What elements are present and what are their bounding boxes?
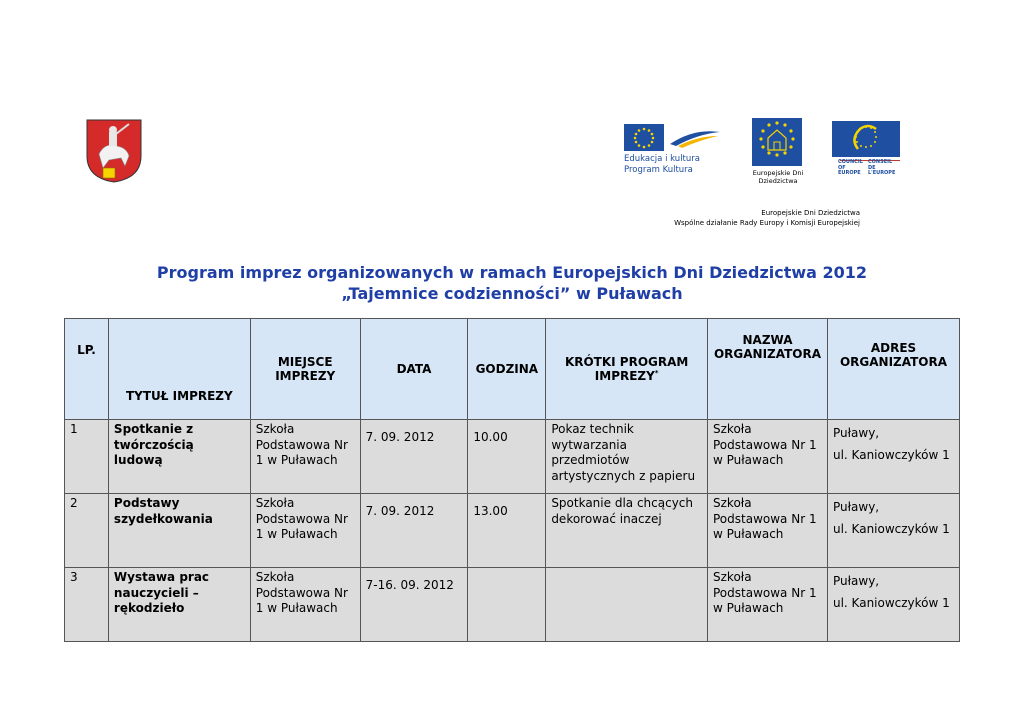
edd-text-line1: Europejskie Dni bbox=[752, 169, 804, 177]
crest-logo bbox=[85, 118, 143, 184]
cell-lp: 1 bbox=[65, 420, 109, 494]
header-lp: LP. bbox=[65, 319, 109, 420]
cell-line: w Puławach bbox=[713, 601, 784, 615]
edd-caption bbox=[660, 208, 860, 228]
cell-program bbox=[546, 494, 708, 568]
cell-miejsce bbox=[250, 568, 360, 642]
cell-adres bbox=[827, 420, 959, 494]
cell-line: Podstawy bbox=[113, 496, 180, 510]
header-miejsce-line2: IMPREZY bbox=[275, 369, 336, 383]
header-nazwa-line2: ORGANIZATORA bbox=[713, 347, 822, 361]
header-adres-line1: ADRES bbox=[870, 341, 917, 355]
cell-line: Spotkanie z bbox=[113, 422, 194, 436]
cell-line: Szkoła bbox=[713, 570, 752, 584]
cell-line: 1 w Puławach bbox=[255, 453, 338, 467]
header-program-footnote-mark: * bbox=[654, 369, 659, 377]
cell-line: Podstawowa Nr bbox=[255, 437, 348, 452]
cell-line: Szkoła bbox=[713, 422, 752, 436]
cell-miejsce bbox=[250, 420, 360, 494]
cell-godzina: 13.00 bbox=[468, 494, 546, 568]
cell-line: Wystawa prac bbox=[113, 570, 210, 584]
cell-nazwa bbox=[708, 420, 828, 494]
caption-line1: Europejskie Dni Dziedzictwa bbox=[761, 209, 860, 217]
eu-culture-logo bbox=[622, 122, 722, 182]
cell-line: Szkoła bbox=[255, 496, 295, 510]
cell-line: nauczycieli – bbox=[113, 585, 199, 600]
cell-line: Podstawowa Nr 1 bbox=[713, 511, 817, 526]
header-program-line1: KRÓTKI PROGRAM bbox=[564, 355, 689, 369]
cell-program bbox=[546, 420, 708, 494]
header-nazwa-line1: NAZWA bbox=[742, 333, 793, 347]
cell-line: 1 w Puławach bbox=[255, 601, 338, 615]
header-data: DATA bbox=[360, 319, 468, 420]
edd-logo bbox=[752, 118, 804, 188]
cell-tytul bbox=[108, 568, 250, 642]
cell-line: Szkoła bbox=[255, 422, 295, 436]
cell-line: twórczością ludową bbox=[113, 437, 194, 467]
cell-lp: 2 bbox=[65, 494, 109, 568]
eu-text-line1: Edukacja i kultura bbox=[624, 154, 700, 164]
cell-line: Spotkanie dla chcących bbox=[551, 496, 693, 510]
cell-adres bbox=[827, 494, 959, 568]
cell-line: szydełkowania bbox=[113, 511, 213, 526]
cell-line: Podstawowa Nr bbox=[255, 585, 348, 600]
header-adres bbox=[827, 319, 959, 420]
cell-miejsce bbox=[250, 494, 360, 568]
cell-tytul bbox=[108, 494, 250, 568]
header-adres-line2: ORGANIZATORA bbox=[839, 355, 948, 369]
cell-line: ul. Kaniowczyków 1 bbox=[832, 595, 950, 610]
header-godzina: GODZINA bbox=[468, 319, 546, 420]
header-miejsce bbox=[250, 319, 360, 420]
cell-godzina bbox=[468, 568, 546, 642]
cell-line: Pokaz technik bbox=[551, 422, 634, 436]
cell-line: przedmiotów bbox=[551, 453, 630, 467]
cell-line: dekorować inaczej bbox=[551, 511, 662, 526]
table-row bbox=[65, 494, 960, 568]
cell-nazwa bbox=[708, 568, 828, 642]
coe-emblem-icon bbox=[832, 121, 900, 157]
table-header-row bbox=[65, 319, 960, 420]
cell-program bbox=[546, 568, 708, 642]
coe-logo bbox=[832, 121, 902, 176]
edd-text-line2: Dziedzictwa bbox=[758, 177, 798, 185]
cell-line: 1 w Puławach bbox=[255, 527, 338, 541]
title-line2: „Tajemnice codzienności” w Puławach bbox=[341, 284, 683, 303]
cell-line: rękodzieło bbox=[113, 601, 185, 615]
header-program bbox=[546, 319, 708, 420]
cell-data: 7. 09. 2012 bbox=[360, 494, 468, 568]
cell-tytul bbox=[108, 420, 250, 494]
cell-data: 7-16. 09. 2012 bbox=[360, 568, 468, 642]
cell-data: 7. 09. 2012 bbox=[360, 420, 468, 494]
table-row bbox=[65, 568, 960, 642]
eu-text-line2: Program Kultura bbox=[624, 165, 693, 175]
cell-line: Szkoła bbox=[255, 570, 295, 584]
cell-line: ul. Kaniowczyków 1 bbox=[832, 521, 950, 536]
cell-nazwa bbox=[708, 494, 828, 568]
culture-swoosh-icon bbox=[668, 124, 722, 151]
header-nazwa bbox=[708, 319, 828, 420]
cell-line: Puławy, bbox=[832, 574, 880, 588]
header-tytul: TYTUŁ IMPREZY bbox=[108, 319, 250, 420]
cell-line: Puławy, bbox=[832, 500, 880, 514]
caption-line2: Wspólne działanie Rady Europy i Komisji Europejskiej bbox=[674, 219, 860, 227]
cell-line: wytwarzania bbox=[551, 437, 627, 452]
program-table bbox=[64, 318, 960, 642]
header-miejsce-line1: MIEJSCE bbox=[277, 355, 333, 369]
edd-logo-text bbox=[752, 169, 804, 185]
cell-line: Podstawowa Nr bbox=[255, 511, 348, 526]
title-line1: Program imprez organizowanych w ramach Europejskich Dni Dziedzictwa 2012 bbox=[156, 263, 868, 282]
cell-line: w Puławach bbox=[713, 527, 784, 541]
cell-line: ul. Kaniowczyków 1 bbox=[832, 447, 950, 462]
eu-flag-icon bbox=[624, 124, 664, 151]
edd-flag-icon bbox=[752, 118, 802, 166]
cell-line: artystycznych z papieru bbox=[551, 468, 696, 483]
cell-line: Podstawowa Nr 1 bbox=[713, 585, 817, 600]
document-title bbox=[0, 262, 1024, 304]
coe-text-en: COUNCIL OF EUROPE bbox=[838, 159, 863, 176]
cell-line: Puławy, bbox=[832, 426, 880, 440]
coe-logo-text bbox=[838, 160, 902, 177]
cell-line: w Puławach bbox=[713, 453, 784, 467]
header-program-line2: IMPREZY bbox=[594, 369, 655, 383]
cell-adres bbox=[827, 568, 959, 642]
coe-text-fr: CONSEIL DE L'EUROPE bbox=[868, 159, 896, 176]
crest-icon bbox=[85, 118, 143, 184]
cell-godzina: 10.00 bbox=[468, 420, 546, 494]
cell-lp: 3 bbox=[65, 568, 109, 642]
cell-line: Szkoła bbox=[713, 496, 752, 510]
cell-line: Podstawowa Nr 1 bbox=[713, 437, 817, 452]
eu-culture-text bbox=[624, 154, 700, 176]
table-row bbox=[65, 420, 960, 494]
